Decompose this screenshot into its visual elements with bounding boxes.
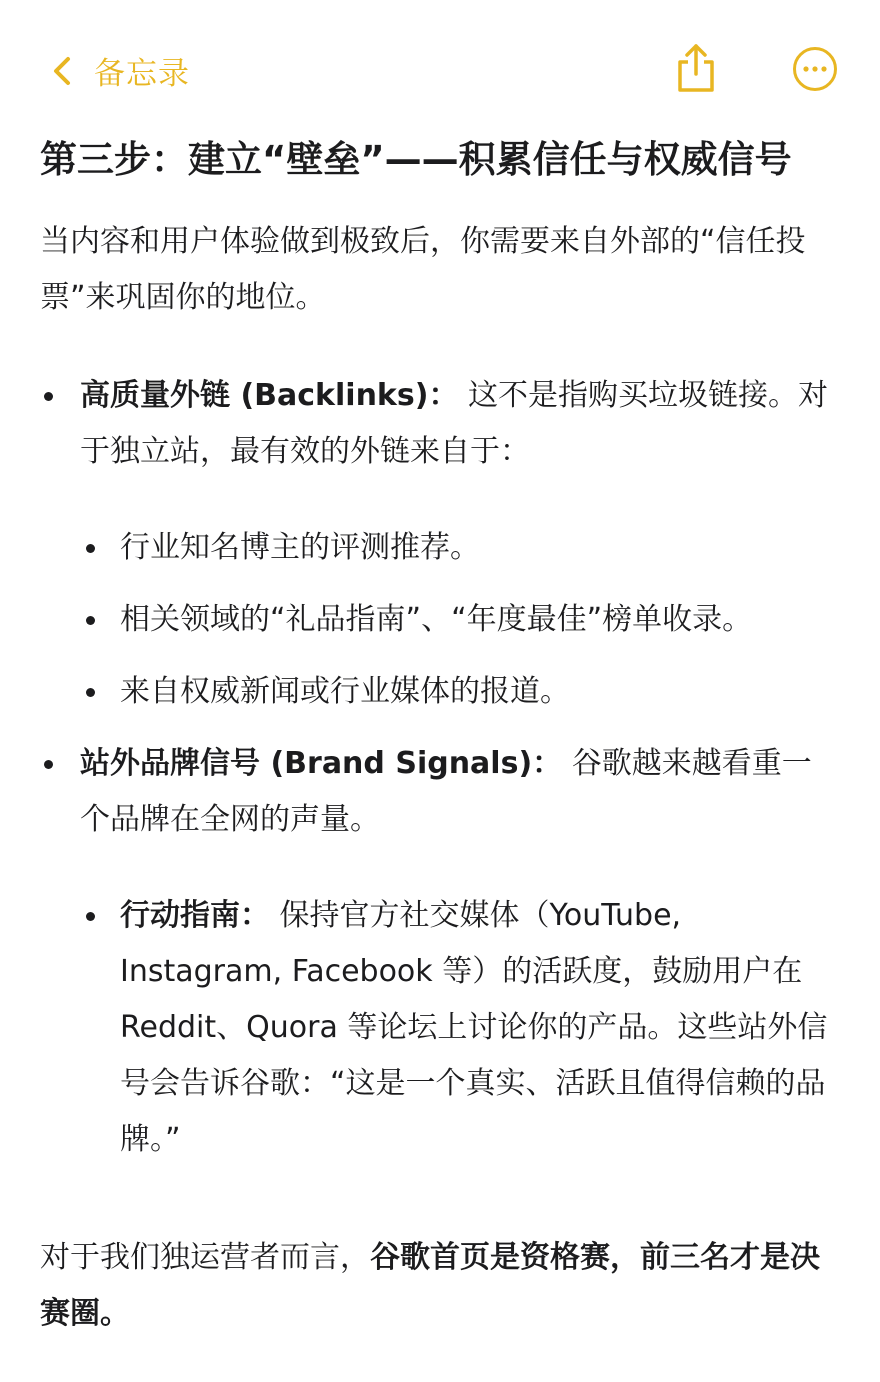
note-title: 第三步：建立“壁垒”——积累信任与权威信号 [40, 138, 792, 181]
bullet-dot [86, 688, 95, 697]
bullet-list [40, 368, 840, 480]
note-intro: 当内容和用户体验做到极致后，你需要来自外部的“信任投票”来巩固你的地位。 [40, 224, 806, 315]
bullet-text: 谷歌越来越看重一个品牌在全网的声量。 [80, 746, 812, 837]
bullet-label: 站外品牌信号 (Brand Signals)： [80, 746, 563, 781]
list-item-text: 相关领域的“礼品指南”、“年度最佳”榜单收录。 [120, 602, 753, 637]
bullet-text: 这不是指购买垃圾链接。对于独立站，最有效的外链来自于： [80, 378, 828, 469]
more-icon[interactable] [792, 46, 838, 92]
list-item [80, 520, 840, 576]
list-item [80, 888, 840, 1168]
list-item-text: 来自权威新闻或行业媒体的报道。 [120, 674, 570, 709]
back-label: 备忘录 [94, 56, 190, 92]
list-item [80, 592, 840, 648]
chevron-left-icon [48, 51, 78, 91]
note-outro [40, 1230, 840, 1342]
list-item-text: 行业知名博主的评测推荐。 [120, 530, 480, 565]
sub-bullet-list [80, 888, 840, 1168]
outro-bold: 谷歌首页是资格赛，前三名才是决赛圈。 [40, 1240, 820, 1331]
bullet-label: 行动指南： [120, 898, 270, 933]
share-icon[interactable] [672, 40, 720, 96]
bullet-dot [44, 392, 53, 401]
list-item [80, 664, 840, 720]
bullet-dot [44, 760, 53, 769]
sub-bullet-list [80, 520, 840, 720]
bullet-label: 高质量外链 (Backlinks)： [80, 378, 459, 413]
back-button[interactable] [48, 48, 190, 93]
bullet-dot [86, 912, 95, 921]
outro-text: 对于我们独运营者而言， [40, 1240, 370, 1275]
bullet-dot [86, 616, 95, 625]
list-item [40, 368, 840, 480]
bullet-dot [86, 544, 95, 553]
bullet-list [40, 736, 840, 848]
bullet-text: 保持官方社交媒体（YouTube, Instagram, Facebook 等）的活跃度，鼓励用户在 Reddit、Quora 等论坛上讨论你的产品。这些站外信号会告诉谷歌：“这是一个真实、活跃且值得信赖的品牌。” [120, 898, 828, 1157]
navigation-bar [0, 0, 880, 140]
list-item [40, 736, 840, 848]
